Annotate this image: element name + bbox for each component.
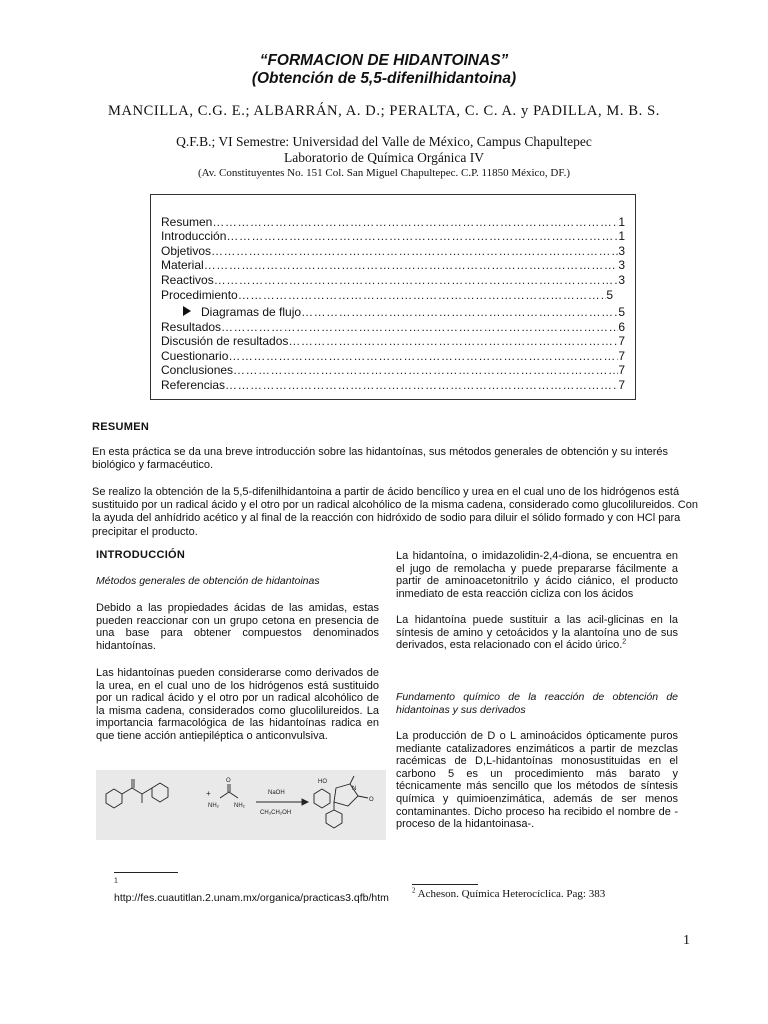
resumen-paragraph-2: Se realizo la obtención de la 5,5-difenilhidantoina a partir de ácido bencílico y urea en el cual uno de los hidrógenos está sustituido por un radical ácido y el otro por un radical alcohólico de la misma cadena, considerado como glucolilureidos. Con la ayuda del anhídrido acético y al final de la reacción con hidróxido de sodio para diluir el sólido formado y con HCl para precipitar el producto.: [92, 486, 698, 538]
toc-leader: [211, 244, 618, 259]
footnote-1-link[interactable]: http://fes.cuautitlan.2.unam.mx/organica/practicas3.qfb/htm: [114, 892, 389, 904]
toc-label: Resultados: [161, 320, 222, 334]
toc-label: Material: [161, 258, 204, 272]
reagent-label: NaOH: [268, 790, 285, 796]
toc-label: Conclusiones: [161, 363, 234, 377]
toc-entry-cuestionario[interactable]: [161, 349, 625, 364]
footnote-2-text: Acheson. Química Heterocíclica. Pag: 383: [415, 888, 606, 900]
toc-leader: [225, 378, 618, 393]
toc-page: 7: [618, 349, 625, 363]
toc-leader: [301, 305, 618, 320]
toc-label: Cuestionario: [161, 349, 229, 363]
toc-leader: [214, 273, 619, 288]
metodos-subheading: Métodos generales de obtención de hidantoinas: [96, 575, 320, 587]
toc-page: 3: [618, 273, 625, 287]
toc-leader: [212, 215, 618, 230]
paper-subtitle: (Obtención de 5,5-difenilhidantoina): [251, 70, 517, 87]
toc-page: 6: [618, 320, 625, 334]
product-o-label: O: [369, 797, 374, 803]
toc-entry-procedimiento[interactable]: [161, 288, 613, 303]
toc-label: Introducción: [161, 229, 227, 243]
footnote-2: [412, 888, 672, 900]
phenyl-ring-2: [326, 810, 342, 828]
urea-oxygen-label: O: [226, 778, 231, 784]
toc-entry-resultados[interactable]: [161, 320, 625, 335]
toc-label: Objetivos: [161, 244, 212, 258]
toc-page: 5: [618, 305, 625, 319]
right-paragraph-2: [396, 614, 678, 652]
page-number: 1: [683, 933, 690, 948]
toc-label: Reactivos: [161, 273, 214, 287]
intro-paragraph-1: Debido a las propiedades ácidas de las amidas, estas pueden reaccionar con un grupo cetona en presencia de una base para obtener compuestos denominados hidantoínas.: [96, 602, 379, 652]
toc-leader: [233, 363, 618, 378]
footnote-divider-2: [412, 884, 478, 885]
table-of-contents: [150, 194, 636, 400]
toc-leader: [228, 349, 618, 364]
toc-leader: [221, 320, 618, 335]
toc-entry-conclusiones[interactable]: [161, 363, 625, 378]
plus-sign: +: [206, 789, 211, 798]
resumen-paragraph-1: En esta práctica se da una breve introducción sobre las hidantoínas, sus métodos generales de obtención y su interés biológico y farmacéutico.: [92, 446, 669, 472]
footnote-divider-1: [114, 872, 178, 873]
product-ho-label: HO: [318, 779, 327, 785]
toc-entry-reactivos[interactable]: [161, 273, 625, 288]
toc-label: Discusión de resultados: [161, 334, 289, 348]
toc-leader: [226, 229, 618, 244]
right-paragraph-2-text: La hidantoína puede sustituir a las acil-glicinas en la síntesis de amino y cetoácidos y la alantoína uno de sus derivados, esta relacionado con el ácido úrico.: [396, 614, 678, 652]
toc-leader: [288, 334, 618, 349]
toc-entry-resumen[interactable]: [161, 215, 625, 230]
solvent-label: CH₃CH₂OH: [260, 810, 292, 816]
toc-page: 3: [618, 244, 625, 258]
intro-paragraph-2: [96, 667, 379, 743]
introduccion-heading: INTRODUCCIÓN: [96, 549, 186, 561]
toc-page: 7: [618, 363, 625, 377]
benzene-ring-2: [152, 783, 168, 802]
footnote-2-number: 2: [412, 886, 416, 895]
toc-entry-material[interactable]: [161, 258, 625, 273]
toc-page: 1: [618, 215, 625, 229]
fundamento-subheading: Fundamento químico de la reacción de obtención de hidantoinas y sus derivados: [396, 691, 678, 716]
toc-leader: [204, 258, 619, 273]
right-paragraph-1: La hidantoína, o imidazolidin-2,4-diona, se encuentra en el jugo de remolacha y puede prepararse fácilmente a partir de aminoacetonitrilo y ácido ciánico, el producto inmediato de esta reacción cicliza con los ácidos: [396, 550, 678, 600]
affiliation-line: Q.F.B.; VI Semestre: Universidad del Valle de México, Campus Chapultepec: [176, 134, 592, 149]
toc-label: Referencias: [161, 378, 226, 392]
toc-page: 7: [618, 334, 625, 348]
toc-label: Procedimiento: [161, 288, 238, 302]
author-list: MANCILLA, C.G. E.; ALBARRÁN, A. D.; PERALTA, C. C. A. y PADILLA, M. B. S.: [108, 103, 660, 119]
toc-page: 7: [618, 378, 625, 392]
urea-nh2-left: NH₂: [208, 803, 219, 809]
toc-label: Resumen: [161, 215, 213, 229]
toc-entry-objetivos[interactable]: [161, 244, 625, 259]
toc-entry-introduccion[interactable]: [161, 229, 625, 244]
resumen-heading: RESUMEN: [92, 421, 150, 433]
affiliation-lab: Laboratorio de Química Orgánica IV: [284, 150, 484, 165]
product-n-label: N: [352, 786, 357, 792]
footnote-1-number: 1: [114, 877, 118, 885]
phenyl-ring-1: [314, 789, 330, 808]
arrow-bullet-icon: [183, 306, 191, 316]
footnote-ref-2[interactable]: 2: [622, 638, 627, 646]
right-paragraph-3: La producción de D o L aminoácidos ópticamente puros mediante catalizadores enzimáticos a partir de mezclas racémicas de D,L-hidantoínas monosustituidas en el carbono 5 es un procedimiento más barato y técnicamente más sencillo que los métodos de síntesis química y quimioenzimática, además de ser menos contaminantes. Dicho proceso ha recibido el nombre de -proceso de la hidantoinasa-.: [396, 730, 678, 831]
paper-title: “FORMACION DE HIDANTOINAS”: [259, 52, 509, 69]
toc-entry-diagramas[interactable]: [183, 305, 625, 320]
footnote-1: [114, 877, 389, 905]
toc-page: 1: [618, 229, 625, 243]
reaction-scheme-svg: [96, 770, 386, 840]
affiliation-address: (Av. Constituyentes No. 151 Col. San Miguel Chapultepec. C.P. 11850 México, DF.): [197, 167, 571, 179]
urea-nh2-right: NH₂: [234, 803, 245, 809]
toc-entry-referencias[interactable]: [161, 378, 625, 393]
toc-entry-discusion[interactable]: [161, 334, 625, 349]
toc-page: 5: [606, 288, 613, 302]
toc-label: Diagramas de flujo: [201, 305, 302, 319]
intro-paragraph-2-text: Las hidantoínas pueden considerarse como derivados de la urea, en el cual uno de los hidrógenos está sustituido por un radical ácido y el otro por un radical alcohólico de la misma cadena, considerados como glucolilureidos. La importancia farmacológica de las hidantoínas radica en que tiene acción antiepiléptica o anticonvulsiva.: [96, 667, 379, 742]
toc-leader: [238, 288, 607, 303]
reaction-scheme-figure: [96, 770, 386, 840]
toc-page: 3: [618, 258, 625, 272]
benzene-ring-1: [106, 789, 122, 808]
